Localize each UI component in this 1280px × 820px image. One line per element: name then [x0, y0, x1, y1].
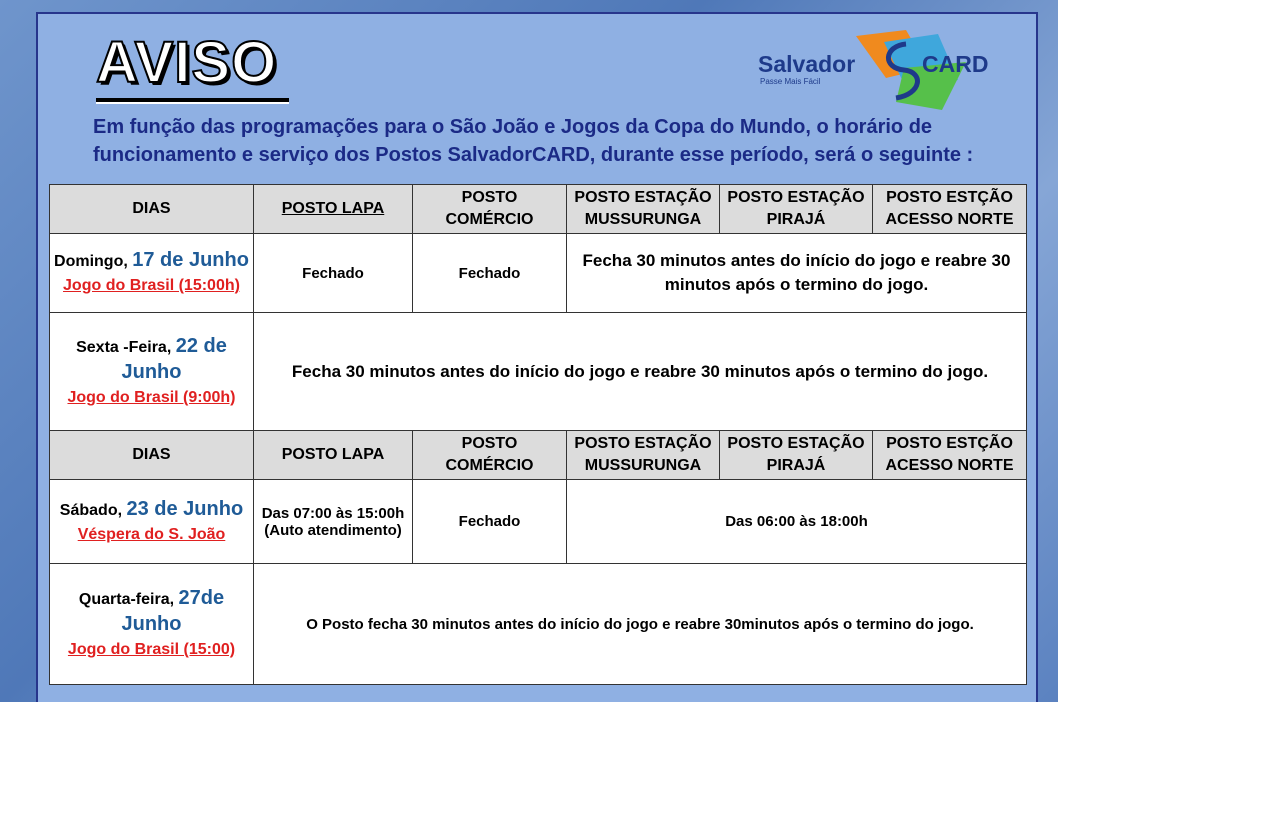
- date: 27de Junho: [121, 587, 225, 635]
- logo-tagline: Passe Mais Fácil: [760, 77, 821, 86]
- weekday: Sábado,: [59, 501, 123, 519]
- logo-brand-left: Salvador: [758, 51, 856, 77]
- header-posto-piraja: POSTO ESTAÇÃO PIRAJÁ: [720, 431, 873, 480]
- page-title: AVISO: [96, 30, 278, 95]
- lapa-cell: Das 07:00 às 15:00h (Auto atendimento): [254, 480, 413, 564]
- lapa-cell: Fechado: [254, 234, 413, 313]
- header-posto-lapa: POSTO LAPA: [254, 431, 413, 480]
- header-dias: DIAS: [50, 185, 254, 234]
- weekday: Sexta -Feira,: [76, 338, 172, 356]
- salvadorcard-logo: [756, 28, 988, 110]
- stations-cell: Fecha 30 minutos antes do início do jogo e reabre 30 minutos após o termino do jogo.: [567, 234, 1027, 313]
- event-label: Jogo do Brasil (15:00): [67, 641, 236, 658]
- event-label: Jogo do Brasil (15:00h): [63, 277, 240, 294]
- day-cell: [50, 313, 254, 431]
- header-dias: DIAS: [50, 431, 254, 480]
- table-row: [50, 234, 1027, 313]
- header-posto-comercio: POSTO COMÉRCIO: [413, 185, 567, 234]
- table-row: [50, 480, 1027, 564]
- comercio-cell: Fechado: [413, 234, 567, 313]
- date: 17 de Junho: [132, 249, 249, 271]
- header-posto-mussurunga: POSTO ESTAÇÃO MUSSURUNGA: [567, 185, 720, 234]
- title-underline: [96, 98, 289, 104]
- event-label: Véspera do S. João: [77, 525, 226, 543]
- stations-cell: Das 06:00 às 18:00h: [567, 480, 1027, 564]
- header-posto-mussurunga: POSTO ESTAÇÃO MUSSURUNGA: [567, 431, 720, 480]
- day-cell: [50, 234, 254, 313]
- event-label: Jogo do Brasil (9:00h): [67, 388, 236, 406]
- date: 23 de Junho: [126, 497, 244, 520]
- header-posto-lapa: POSTO LAPA: [254, 185, 413, 234]
- table-row: [50, 313, 1027, 431]
- notice-slide: [36, 12, 1038, 702]
- all-posts-cell: Fecha 30 minutos antes do início do jogo e reabre 30 minutos após o termino do jogo.: [254, 313, 1027, 431]
- logo-brand-right: CARD: [922, 51, 988, 77]
- header-posto-acesso-norte: POSTO ESTÇÃO ACESSO NORTE: [873, 431, 1027, 480]
- date: 22 de Junho: [121, 334, 227, 383]
- schedule-table: [49, 184, 1027, 685]
- weekday: Quarta-feira,: [78, 591, 175, 608]
- header-posto-piraja: POSTO ESTAÇÃO PIRAJÁ: [720, 185, 873, 234]
- table-row: [50, 564, 1027, 685]
- weekday: Domingo,: [54, 253, 128, 270]
- header-posto-acesso-norte: POSTO ESTÇÃO ACESSO NORTE: [873, 185, 1027, 234]
- header-posto-comercio: POSTO COMÉRCIO: [413, 431, 567, 480]
- table-header-row: [50, 185, 1027, 234]
- day-cell: [50, 564, 254, 685]
- all-posts-cell: O Posto fecha 30 minutos antes do início do jogo e reabre 30minutos após o termino do jogo.: [254, 564, 1027, 685]
- intro-paragraph: Em função das programações para o São João e Jogos da Copa do Mundo, o horário de funcionamento e serviço dos Postos SalvadorCARD, durante esse período, será o seguinte :: [93, 116, 974, 166]
- table-header-row: [50, 431, 1027, 480]
- comercio-cell: Fechado: [413, 480, 567, 564]
- day-cell: [50, 480, 254, 564]
